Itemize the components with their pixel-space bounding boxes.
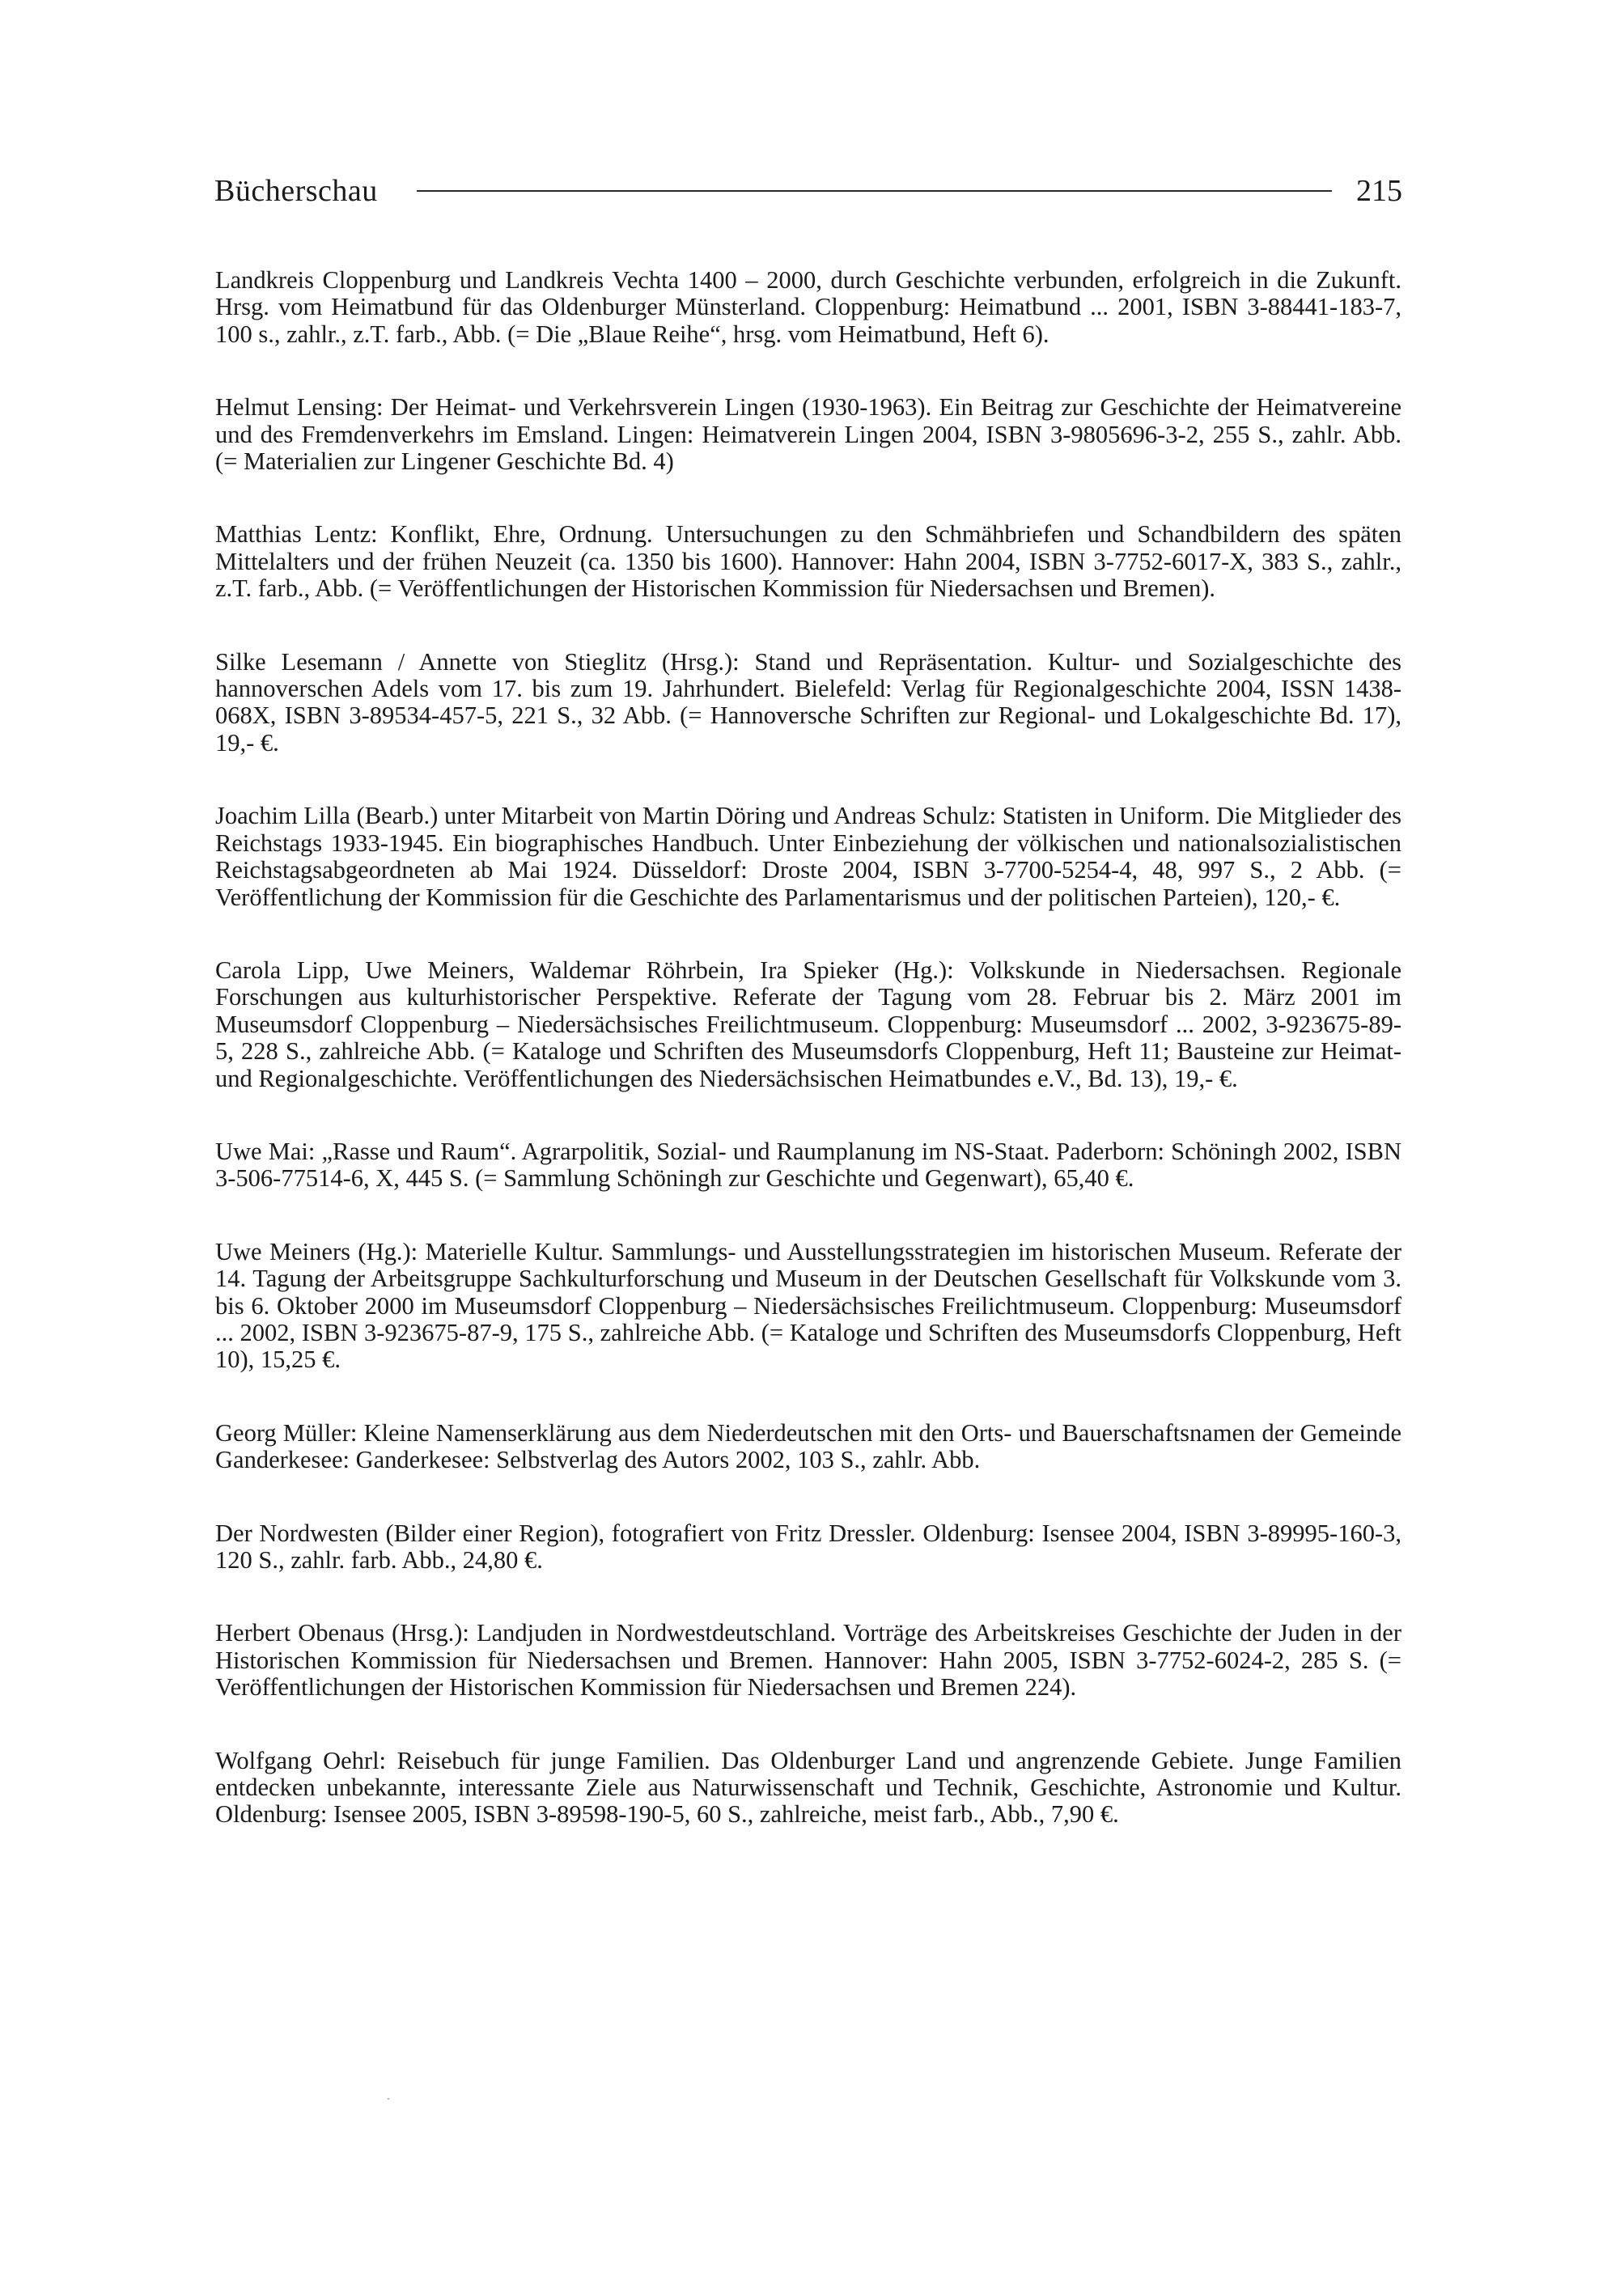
bibliography-entry: Landkreis Cloppenburg und Landkreis Vechta 1400 – 2000, durch Geschichte verbunden, erfolgreich in die Zukunft. Hrsg. vom Heimatbund für das Oldenburger Münsterland. Cloppenburg: Heimatbund ... 2001, ISBN 3-88441-183-7, 100 s., zahlr., z.T. farb., Abb. (= Die „Blaue Reihe“, hrsg. vom Heimatbund, Heft 6). <box>215 266 1401 348</box>
bibliography-entry: Uwe Meiners (Hg.): Materielle Kultur. Sammlungs- und Ausstellungsstrategien im historischen Museum. Referate der 14. Tagung der Arbeitsgruppe Sachkulturforschung und Museum in der Deutschen Gesellschaft für Volkskunde vom 3. bis 6. Oktober 2000 im Museumsdorf Cloppenburg – Niedersächsisches Freilichtmuseum. Cloppenburg: Museumsdorf ... 2002, ISBN 3-923675-87-9, 175 S., zahlreiche Abb. (= Kataloge und Schriften des Museumsdorfs Cloppenburg, Heft 10), 15,25 €. <box>215 1237 1401 1374</box>
bibliography-entry: Uwe Mai: „Rasse und Raum“. Agrarpolitik, Sozial- und Raumplanung im NS-Staat. Paderborn: Schöningh 2002, ISBN 3-506-77514-6, X, 445 S. (= Sammlung Schöningh zur Geschichte und Gegenwart), 65,40 €. <box>215 1137 1401 1193</box>
bibliography-entry: Der Nordwesten (Bilder einer Region), fotografiert von Fritz Dressler. Oldenburg: Isensee 2004, ISBN 3-89995-160-3, 120 S., zahlr. farb. Abb., 24,80 €. <box>215 1519 1401 1574</box>
section-title: Bücherschau <box>214 174 378 208</box>
page-number: 215 <box>1356 174 1402 208</box>
bibliography-entry: Wolfgang Oehrl: Reisebuch für junge Familien. Das Oldenburger Land und angrenzende Gebiete. Junge Familien entdecken unbekannte, interessante Ziele aus Naturwissenschaft und Technik, Geschichte, Astronomie und Kultur. Oldenburg: Isensee 2005, ISBN 3-89598-190-5, 60 S., zahlreiche, meist farb., Abb., 7,90 €. <box>215 1746 1401 1829</box>
bibliography-entry: Silke Lesemann / Annette von Stieglitz (Hrsg.): Stand und Repräsentation. Kultur- und Sozialgeschichte des hannoverschen Adels vom 17. bis zum 19. Jahrhundert. Bielefeld: Verlag für Regionalgeschichte 2004, ISSN 1438-068X, ISBN 3-89534-457-5, 221 S., 32 Abb. (= Hannoversche Schriften zur Regional- und Lokalgeschichte Bd. 17), 19,- €. <box>215 647 1401 757</box>
bibliography-entry: Georg Müller: Kleine Namenserklärung aus dem Niederdeutschen mit den Orts- und Bauerschaftsnamen der Gemeinde Ganderkesee: Ganderkesee: Selbstverlag des Autors 2002, 103 S., zahlr. Abb. <box>215 1418 1401 1474</box>
bibliography-entry: Herbert Obenaus (Hrsg.): Landjuden in Nordwestdeutschland. Vorträge des Arbeitskreises Geschichte der Juden in der Historischen Kommission für Niedersachsen und Bremen. Hannover: Hahn 2005, ISBN 3-7752-6024-2, 285 S. (= Veröffentlichungen der Historischen Kommission für Niedersachsen und Bremen 224). <box>215 1619 1401 1702</box>
bibliography-list <box>215 267 1401 1875</box>
running-head <box>214 168 1402 214</box>
header-rule <box>417 190 1332 192</box>
bibliography-entry: Helmut Lensing: Der Heimat- und Verkehrsverein Lingen (1930-1963). Ein Beitrag zur Geschichte der Heimatvereine und des Fremdenverkehrs im Emsland. Lingen: Heimatverein Lingen 2004, ISBN 3-9805696-3-2, 255 S., zahlr. Abb. (= Materialien zur Lingener Geschichte Bd. 4) <box>215 393 1401 476</box>
bibliography-entry: Joachim Lilla (Bearb.) unter Mitarbeit von Martin Döring und Andreas Schulz: Statisten in Uniform. Die Mitglieder des Reichstags 1933-1945. Ein biographisches Handbuch. Unter Einbeziehung der völkischen und nationalsozialistischen Reichstagsabgeordneten ab Mai 1924. Düsseldorf: Droste 2004, ISBN 3-7700-5254-4, 48, 997 S., 2 Abb. (= Veröffentlichung der Kommission für die Geschichte des Parlamentarismus und der politischen Parteien), 120,- €. <box>215 802 1401 911</box>
bibliography-entry: Carola Lipp, Uwe Meiners, Waldemar Röhrbein, Ira Spieker (Hg.): Volkskunde in Niedersachsen. Regionale Forschungen aus kulturhistorischer Perspektive. Referate der Tagung vom 28. Februar bis 2. März 2001 im Museumsdorf Cloppenburg – Niedersächsisches Freilichtmuseum. Cloppenburg: Museumsdorf ... 2002, 3-923675-89-5, 228 S., zahlreiche Abb. (= Kataloge und Schriften des Museumsdorfs Cloppenburg, Heft 11; Bausteine zur Heimat- und Regionalgeschichte. Veröffentlichungen des Niedersächsischen Heimatbundes e.V., Bd. 13), 19,- €. <box>215 956 1401 1092</box>
scan-speck <box>388 2098 389 2100</box>
bibliography-entry: Matthias Lentz: Konflikt, Ehre, Ordnung. Untersuchungen zu den Schmähbriefen und Schandbildern des späten Mittelalters und der frühen Neuzeit (ca. 1350 bis 1600). Hannover: Hahn 2004, ISBN 3-7752-6017-X, 383 S., zahlr., z.T. farb., Abb. (= Veröffentlichungen der Historischen Kommission für Niedersachsen und Bremen). <box>215 520 1401 603</box>
